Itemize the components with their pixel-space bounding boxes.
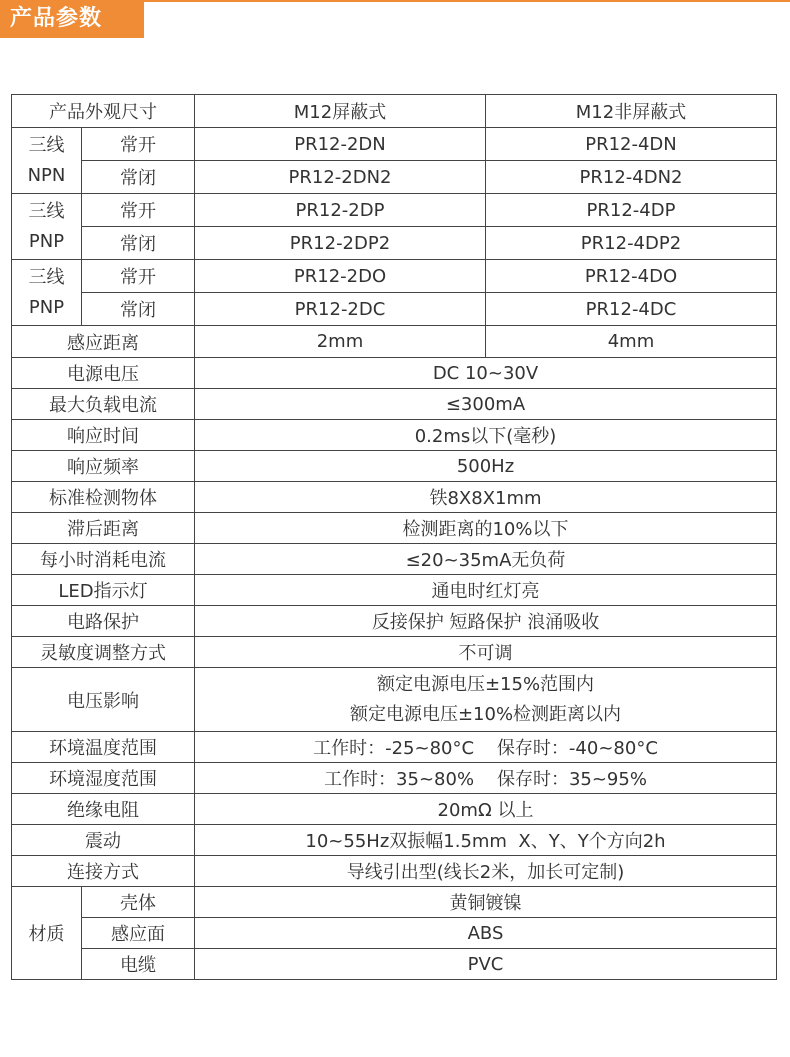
table-row: [12, 451, 777, 482]
spec-value: 工作时：35~80% 保存时：35~95%: [195, 763, 777, 794]
sensing-shielded: 2mm: [195, 326, 486, 358]
spec-value: 检测距离的10%以下: [195, 513, 777, 544]
spec-value: 通电时红灯亮: [195, 575, 777, 606]
model-group-pnp: [12, 194, 82, 260]
table-header-row: [12, 95, 777, 128]
group-line1: 三线: [28, 200, 65, 222]
table-row: [12, 293, 777, 326]
table-row: [12, 794, 777, 825]
mode-cell: 常开: [82, 260, 195, 293]
spec-label: 每小时消耗电流: [12, 544, 195, 575]
mode-cell: 常闭: [82, 161, 195, 194]
model-shielded: PR12-2DO: [195, 260, 486, 293]
mode-cell: 常闭: [82, 227, 195, 260]
mode-cell: 常闭: [82, 293, 195, 326]
spec-table: [11, 94, 777, 980]
material-part: 感应面: [82, 918, 195, 949]
material-value: 黄铜镀镍: [195, 887, 777, 918]
model-shielded: PR12-2DC: [195, 293, 486, 326]
spec-label: 滞后距离: [12, 513, 195, 544]
spec-value-multiline: [195, 668, 777, 732]
voltage-line2: 额定电源电压±10%检测距离以内: [349, 703, 622, 725]
group-line1: 三线: [28, 266, 65, 288]
mode-cell: 常开: [82, 128, 195, 161]
table-row: [12, 575, 777, 606]
material-value: ABS: [195, 918, 777, 949]
spec-value: 反接保护 短路保护 浪涌吸收: [195, 606, 777, 637]
model-shielded: PR12-2DN: [195, 128, 486, 161]
model-shielded: PR12-2DN2: [195, 161, 486, 194]
header-unshielded: M12非屏蔽式: [486, 95, 777, 128]
spec-label: 响应频率: [12, 451, 195, 482]
table-row: [12, 358, 777, 389]
model-shielded: PR12-2DP: [195, 194, 486, 227]
material-value: PVC: [195, 949, 777, 980]
spec-label: 绝缘电阻: [12, 794, 195, 825]
voltage-line1: 额定电源电压±15%范围内: [376, 673, 595, 695]
table-row: [12, 161, 777, 194]
table-row: [12, 606, 777, 637]
table-row: [12, 194, 777, 227]
table-row: [12, 544, 777, 575]
spec-label: 连接方式: [12, 856, 195, 887]
sensing-unshielded: 4mm: [486, 326, 777, 358]
spec-label: 标准检测物体: [12, 482, 195, 513]
spec-value: 0.2ms以下(毫秒): [195, 420, 777, 451]
table-row: [12, 732, 777, 763]
table-row: [12, 128, 777, 161]
table-row: [12, 825, 777, 856]
group-line1: 三线: [28, 134, 65, 156]
spec-label: 震动: [12, 825, 195, 856]
spec-label: 感应距离: [12, 326, 195, 358]
model-group-pnp-2: [12, 260, 82, 326]
table-row: [12, 763, 777, 794]
table-row: [12, 389, 777, 420]
spec-label: 灵敏度调整方式: [12, 637, 195, 668]
model-unshielded: PR12-4DN: [486, 128, 777, 161]
table-row: [12, 668, 777, 732]
table-row: [12, 949, 777, 980]
spec-value: ≤20~35mA无负荷: [195, 544, 777, 575]
table-row: [12, 856, 777, 887]
group-line2: PNP: [28, 230, 65, 252]
group-line2: NPN: [27, 164, 66, 186]
header-size-label: 产品外观尺寸: [12, 95, 195, 128]
material-part: 壳体: [82, 887, 195, 918]
model-shielded: PR12-2DP2: [195, 227, 486, 260]
model-unshielded: PR12-4DO: [486, 260, 777, 293]
spec-label: 电路保护: [12, 606, 195, 637]
spec-value: 工作时：-25~80°C 保存时：-40~80°C: [195, 732, 777, 763]
spec-value: DC 10~30V: [195, 358, 777, 389]
model-unshielded: PR12-4DP2: [486, 227, 777, 260]
table-row: [12, 326, 777, 358]
spec-label: 环境湿度范围: [12, 763, 195, 794]
group-line2: PNP: [28, 296, 65, 318]
model-unshielded: PR12-4DN2: [486, 161, 777, 194]
header-shielded: M12屏蔽式: [195, 95, 486, 128]
table-row: [12, 260, 777, 293]
spec-value: 20mΩ 以上: [195, 794, 777, 825]
spec-value: ≤300mA: [195, 389, 777, 420]
model-group-npn: [12, 128, 82, 194]
spec-value: 不可调: [195, 637, 777, 668]
spec-label: 响应时间: [12, 420, 195, 451]
spec-label: 电源电压: [12, 358, 195, 389]
spec-value: 导线引出型(线长2米，加长可定制): [195, 856, 777, 887]
table-row: [12, 918, 777, 949]
spec-value: 500Hz: [195, 451, 777, 482]
spec-label: 最大负载电流: [12, 389, 195, 420]
table-row: [12, 637, 777, 668]
section-title: 产品参数: [0, 0, 144, 38]
material-part: 电缆: [82, 949, 195, 980]
spec-value: 铁8X8X1mm: [195, 482, 777, 513]
table-row: [12, 513, 777, 544]
model-unshielded: PR12-4DP: [486, 194, 777, 227]
material-label: 材质: [12, 887, 82, 980]
spec-label: 环境温度范围: [12, 732, 195, 763]
table-row: [12, 420, 777, 451]
spec-value: 10~55Hz双振幅1.5mm X、Y、Y个方向2h: [195, 825, 777, 856]
spec-label: LED指示灯: [12, 575, 195, 606]
table-row: [12, 887, 777, 918]
mode-cell: 常开: [82, 194, 195, 227]
table-row: [12, 482, 777, 513]
spec-label: 电压影响: [12, 668, 195, 732]
model-unshielded: PR12-4DC: [486, 293, 777, 326]
table-row: [12, 227, 777, 260]
